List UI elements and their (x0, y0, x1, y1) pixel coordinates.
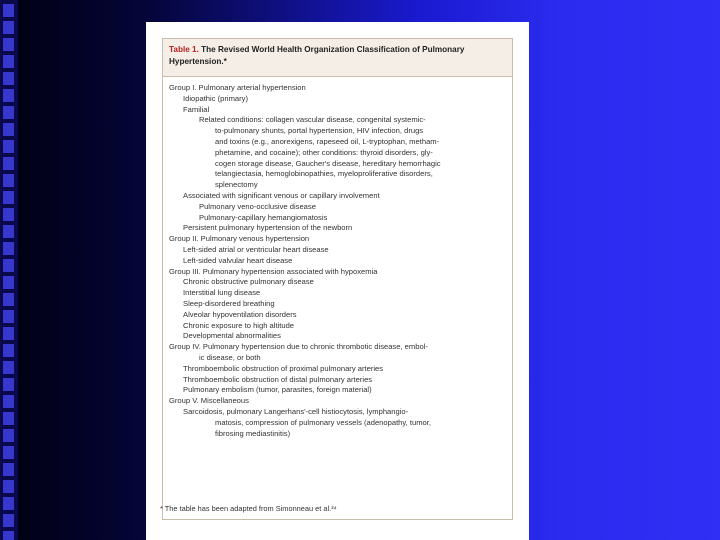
table-row: ic disease, or both (199, 352, 261, 362)
table-row: Sarcoidosis, pulmonary Langerhans'-cell histiocytosis, lymphangio- (183, 406, 409, 416)
table-row: Related conditions: collagen vascular disease, congenital systemic- (199, 115, 426, 125)
table-row: Pulmonary-capillary hemangiomatosis (199, 212, 328, 222)
table-row: Left-sided atrial or ventricular heart disease (183, 244, 329, 254)
table-row: Persistent pulmonary hypertension of the newborn (183, 223, 353, 233)
table-group-heading: Group I. Pulmonary arterial hypertension (169, 83, 306, 92)
decorative-square-column (0, 0, 18, 540)
table-group-heading: Group IV. Pulmonary hypertension due to chronic thrombotic disease, embol- (169, 342, 428, 352)
slide-paper (146, 22, 529, 540)
classification-table (162, 38, 513, 520)
table-row: Associated with significant venous or capillary involvement (183, 190, 380, 200)
table-row: splenectomy (215, 180, 258, 190)
table-row: Pulmonary embolism (tumor, parasites, foreign material) (183, 385, 372, 395)
table-body (163, 77, 512, 439)
table-row: Interstitial lung disease (183, 288, 261, 298)
table-group-heading: Group III. Pulmonary hypertension associated with hypoxemia (169, 266, 378, 276)
table-row: Left-sided valvular heart disease (183, 255, 293, 265)
table-row: to-pulmonary shunts, portal hypertension, HIV infection, drugs (215, 126, 424, 136)
table-row: Alveolar hypoventilation disorders (183, 309, 297, 319)
table-group-heading: Group V. Miscellaneous (169, 396, 249, 406)
table-row: Pulmonary veno-occlusive disease (199, 201, 316, 211)
table-footnote: * The table has been adapted from Simonneau et al.²⁴ (160, 504, 337, 513)
table-row: telangiectasia, hemoglobinopathies, myeloproliferative disorders, (215, 169, 433, 179)
table-label: Table 1. (169, 45, 199, 54)
table-row: Idiopathic (primary) (183, 93, 248, 103)
table-row: cogen storage disease, Gaucher's disease, hereditary hemorrhagic (215, 158, 441, 168)
table-row: fibrosing mediastinitis) (215, 428, 291, 438)
table-title-line2: Hypertension.* (169, 56, 227, 66)
table-caption (163, 39, 512, 77)
table-row: Familial (183, 104, 210, 114)
table-row: matosis, compression of pulmonary vessels (adenopathy, tumor, (215, 417, 431, 427)
table-row: Developmental abnormalities (183, 331, 281, 341)
table-row: Sleep-disordered breathing (183, 298, 275, 308)
table-row: Chronic obstructive pulmonary disease (183, 277, 314, 287)
table-row: Thromboembolic obstruction of distal pulmonary arteries (183, 374, 373, 384)
table-row: Chronic exposure to high altitude (183, 320, 295, 330)
table-title-line1: The Revised World Health Organization Classification of Pulmonary (201, 45, 465, 54)
table-row: phetamine, and cocaine); other conditions: thyroid disorders, gly- (215, 147, 433, 157)
table-row: Thromboembolic obstruction of proximal pulmonary arteries (183, 363, 384, 373)
table-group-heading: Group II. Pulmonary venous hypertension (169, 234, 310, 244)
table-row: and toxins (e.g., anorexigens, rapeseed oil, L-tryptophan, metham- (215, 136, 440, 146)
